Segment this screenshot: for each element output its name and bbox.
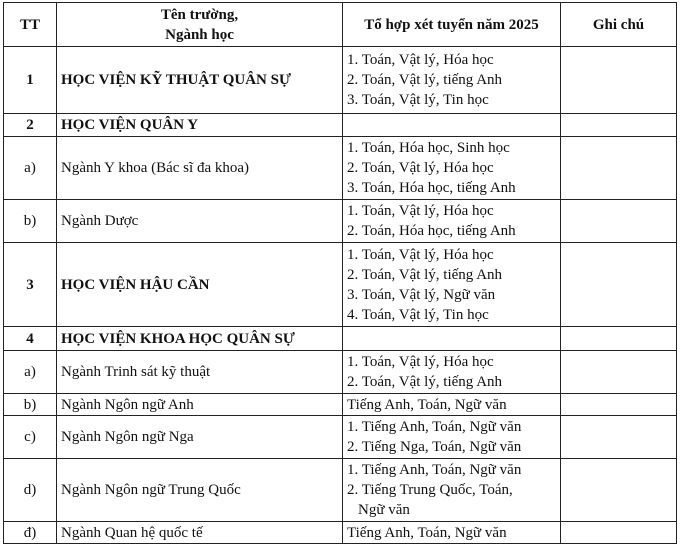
header-name-line2: Ngành học (165, 26, 234, 43)
table-row (4, 522, 677, 544)
combo-item: 2. Toán, Vật lý, Hóa học (347, 160, 494, 176)
header-name (57, 3, 343, 47)
school-name: HỌC VIỆN HẬU CẦN (57, 243, 343, 327)
major-name: Ngành Y khoa (Bác sĩ đa khoa) (57, 137, 343, 200)
major-name: Ngành Ngôn ngữ Trung Quốc (57, 459, 343, 522)
note-cell (561, 416, 677, 459)
row-number: d) (4, 459, 57, 522)
combo-item: 3. Toán, Vật lý, Tin học (347, 92, 489, 108)
table-row (4, 351, 677, 394)
header-row (4, 3, 677, 47)
combo-item: 1. Toán, Vật lý, Hóa học (347, 203, 494, 219)
table-row (4, 327, 677, 351)
row-number: a) (4, 137, 57, 200)
combo-cell (343, 522, 561, 544)
header-note: Ghi chú (561, 3, 677, 47)
header-combo: Tổ hợp xét tuyển năm 2025 (343, 3, 561, 47)
combo-cell (343, 114, 561, 137)
school-name: HỌC VIỆN KỸ THUẬT QUÂN SỰ (57, 47, 343, 114)
combo-item: Tiếng Anh, Toán, Ngữ văn (347, 396, 507, 413)
note-cell (561, 327, 677, 351)
note-cell (561, 137, 677, 200)
combo-cell (343, 416, 561, 459)
admission-document (3, 2, 677, 544)
note-cell (561, 351, 677, 394)
combo-item: 4. Toán, Vật lý, Tin học (347, 306, 489, 323)
combo-item: 2. Toán, Hóa học, tiếng Anh (347, 223, 516, 239)
note-cell (561, 200, 677, 243)
combo-item: 2. Tiếng Nga, Toán, Ngữ văn (347, 439, 522, 455)
combo-item: 1. Toán, Vật lý, Hóa học (347, 354, 494, 370)
table-row (4, 137, 677, 200)
combo-cell (343, 351, 561, 394)
combo-item: 3. Toán, Hóa học, tiếng Anh (347, 180, 516, 196)
combo-item: 1. Tiếng Anh, Toán, Ngữ văn (347, 419, 522, 435)
combo-cell (343, 459, 561, 522)
school-name: HỌC VIỆN QUÂN Y (57, 114, 343, 137)
table-row (4, 394, 677, 416)
school-name: HỌC VIỆN KHOA HỌC QUÂN SỰ (57, 327, 343, 351)
table-row (4, 114, 677, 137)
major-name: Ngành Ngôn ngữ Nga (57, 416, 343, 459)
combo-item: 3. Toán, Vật lý, Ngữ văn (347, 286, 496, 303)
admission-combinations-table (3, 2, 677, 544)
row-number: 3 (4, 243, 57, 327)
note-cell (561, 114, 677, 137)
combo-item: 2. Toán, Vật lý, tiếng Anh (347, 266, 503, 283)
combo-cell (343, 200, 561, 243)
table-body (4, 47, 677, 544)
row-number: b) (4, 200, 57, 243)
combo-cell (343, 47, 561, 114)
note-cell (561, 459, 677, 522)
row-number: 4 (4, 327, 57, 351)
major-name: Ngành Dược (57, 200, 343, 243)
table-row (4, 459, 677, 522)
combo-item: 1. Toán, Vật lý, Hóa học (347, 52, 494, 68)
combo-cell (343, 327, 561, 351)
note-cell (561, 47, 677, 114)
combo-item: 2. Tiếng Trung Quốc, Toán, (347, 482, 513, 498)
combo-item: 1. Toán, Vật lý, Hóa học (347, 246, 494, 263)
table-header (4, 3, 677, 47)
row-number: a) (4, 351, 57, 394)
combo-cell (343, 137, 561, 200)
note-cell (561, 522, 677, 544)
table-row (4, 200, 677, 243)
combo-cell (343, 243, 561, 327)
combo-item: 2. Toán, Vật lý, tiếng Anh (347, 374, 503, 390)
row-number: đ) (4, 522, 57, 544)
combo-item: 1. Toán, Hóa học, Sinh học (347, 140, 510, 156)
row-number: b) (4, 394, 57, 416)
note-cell (561, 243, 677, 327)
table-row (4, 47, 677, 114)
header-name-line1: Tên trường, (160, 6, 239, 23)
major-name: Ngành Ngôn ngữ Anh (57, 394, 343, 416)
note-cell (561, 394, 677, 416)
combo-item: Tiếng Anh, Toán, Ngữ văn (347, 524, 507, 541)
header-tt: TT (4, 3, 57, 47)
combo-cell (343, 394, 561, 416)
combo-item: 1. Tiếng Anh, Toán, Ngữ văn (347, 462, 522, 478)
combo-item: 2. Toán, Vật lý, tiếng Anh (347, 72, 503, 88)
row-number: 2 (4, 114, 57, 137)
combo-item: Ngữ văn (358, 502, 410, 518)
table-row (4, 416, 677, 459)
major-name: Ngành Quan hệ quốc tế (57, 522, 343, 544)
row-number: 1 (4, 47, 57, 114)
table-row (4, 243, 677, 327)
major-name: Ngành Trinh sát kỹ thuật (57, 351, 343, 394)
row-number: c) (4, 416, 57, 459)
